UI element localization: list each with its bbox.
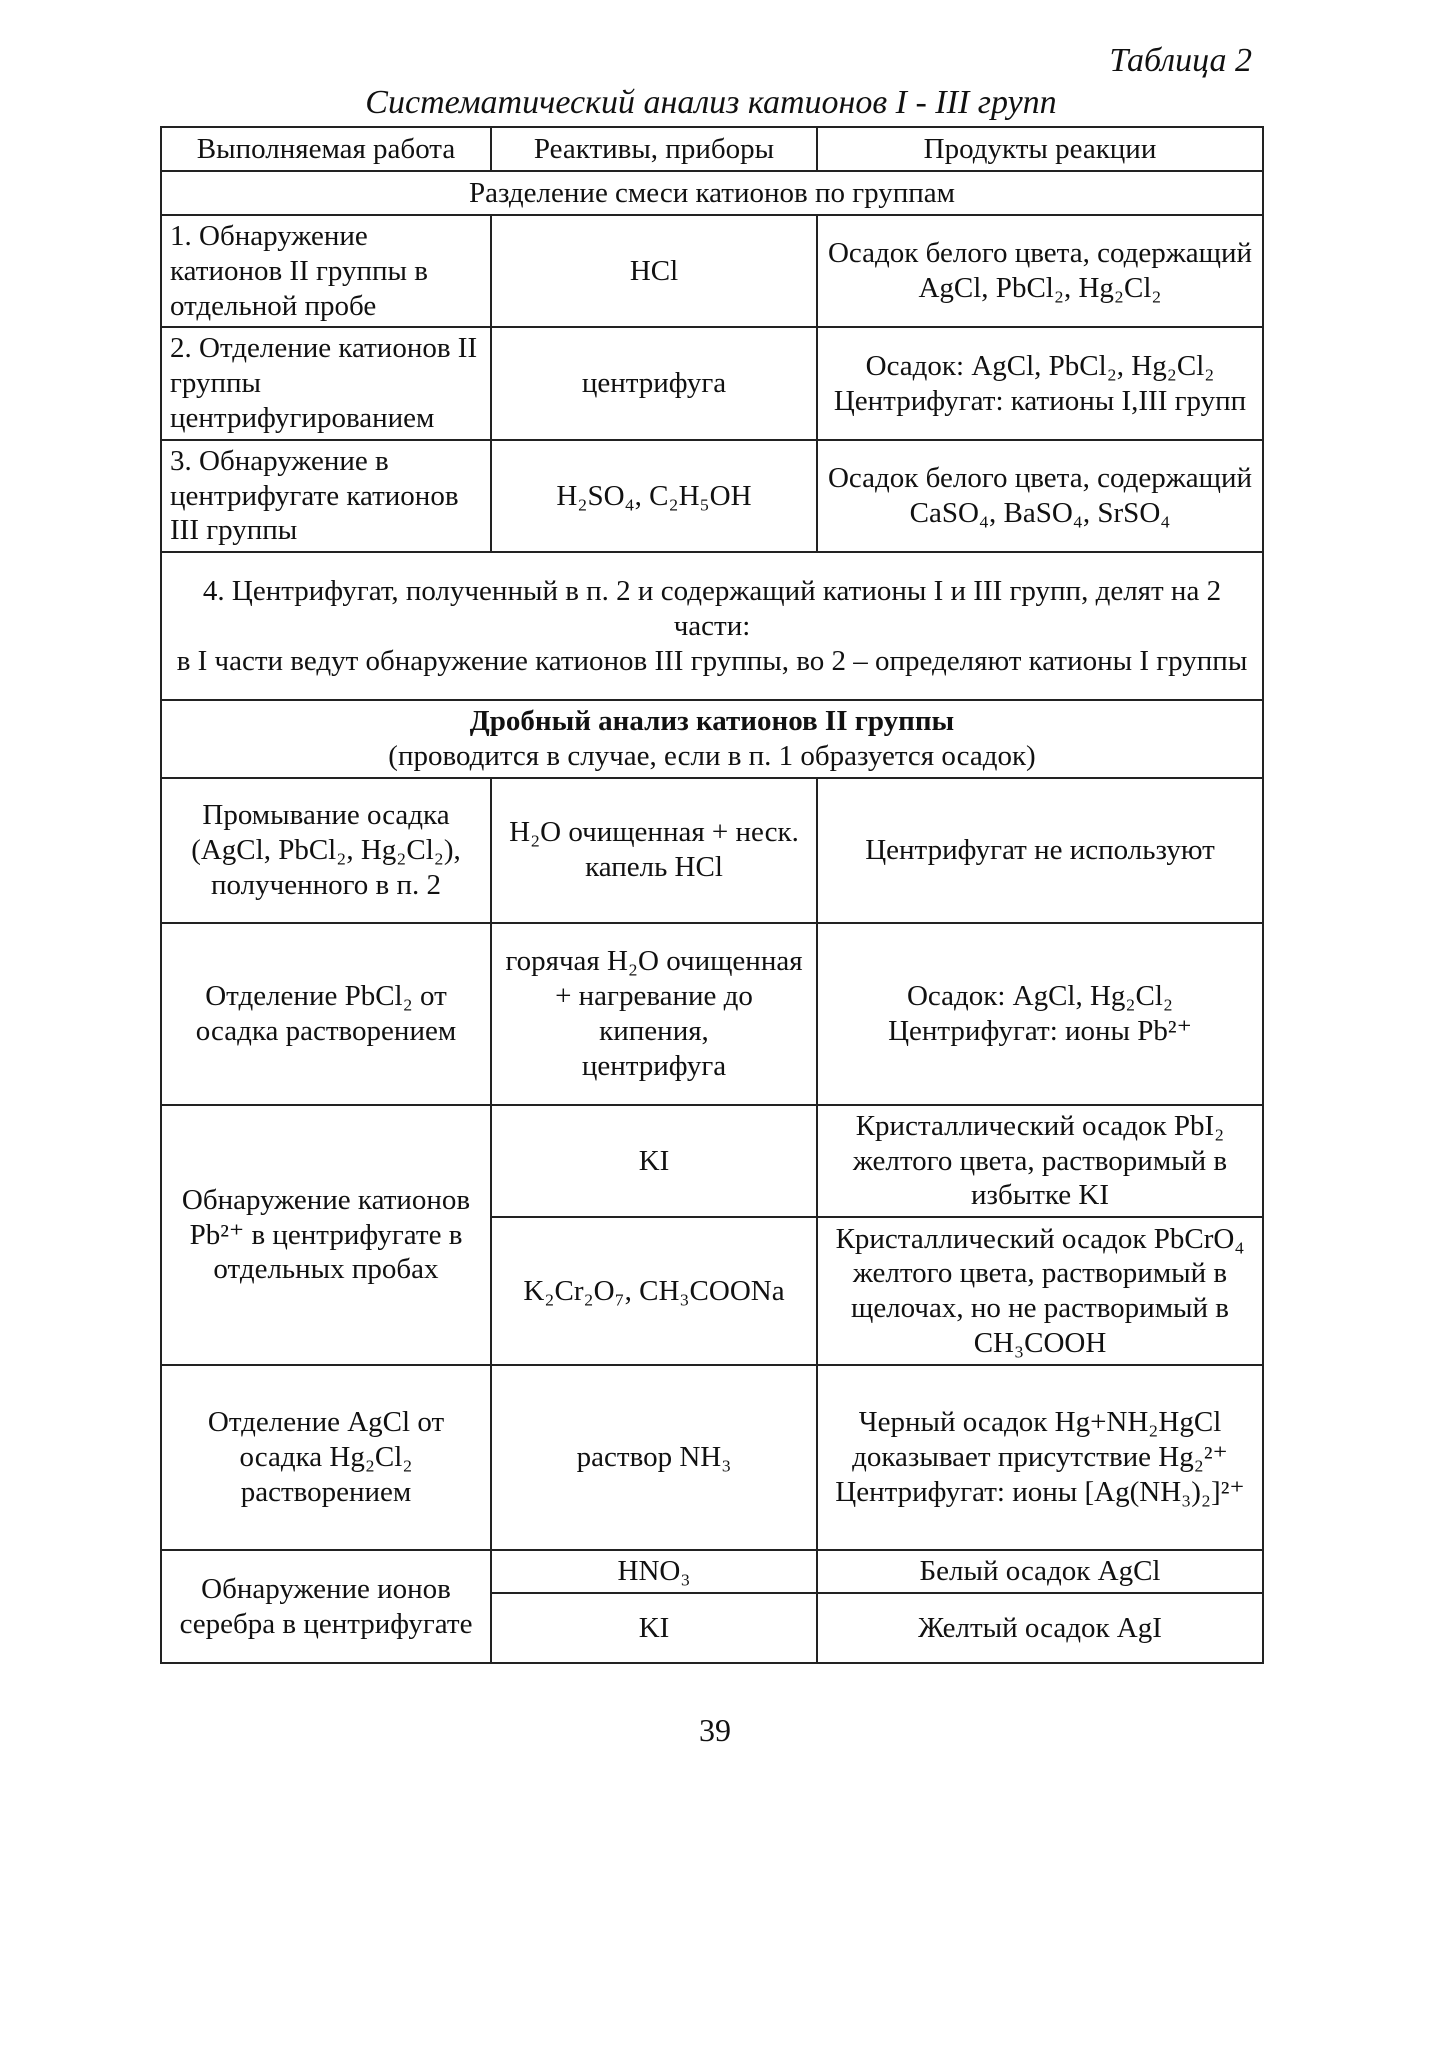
reagent-cell: KI [491,1105,817,1217]
section1-title: Разделение смеси катионов по группам [161,171,1263,215]
work-cell: 1. Обнаружение катионов II группы в отдельной пробе [161,215,491,327]
work-cell: Отделение PbCl₂ от осадка растворением [161,923,491,1105]
work-cell: Обнаружение катионов Pb²⁺ в центрифугате в отдельных пробах [161,1105,491,1365]
product-cell: Осадок белого цвета, содержащий CaSO₄, BaSO₄, SrSO₄ [817,440,1263,552]
table-header-row [161,127,1263,171]
section2-title: Дробный анализ катионов II группы [469,705,955,738]
work-cell: Обнаружение ионов серебра в центрифугате [161,1550,491,1663]
table-row [161,440,1263,552]
reagent-cell: горячая H₂O очищенная + нагревание до кипения, центрифуга [491,923,817,1105]
reagent-cell: H₂O очищенная + неск. капель HCl [491,778,817,923]
section2-heading [161,700,1263,778]
header-reagents: Реактивы, приборы [491,127,817,171]
table-title: Систематический анализ катионов I - III групп [365,84,1057,121]
work-cell: Промывание осадка (AgCl, PbCl₂, Hg₂Cl₂), полученного в п. 2 [161,778,491,923]
table-row [161,778,1263,923]
product-cell: Кристаллический осадок PbI₂ желтого цвета, растворимый в избытке KI [817,1105,1263,1217]
product-cell: Осадок белого цвета, содержащий AgCl, PbCl₂, Hg₂Cl₂ [817,215,1263,327]
section-heading-row [161,700,1263,778]
product-cell: Желтый осадок AgI [817,1593,1263,1663]
table-row [161,215,1263,327]
group-separation-note: 4. Центрифугат, полученный в п. 2 и содержащий катионы I и III групп, делят на 2 части: в I части ведут обнаружение катионов III группы, во 2 – определяют катионы I группы [161,552,1263,700]
table-label: Таблица 2 [1109,42,1252,79]
product-cell: Центрифугат не используют [817,778,1263,923]
table-row [161,327,1263,439]
reagent-cell: раствор NH₃ [491,1365,817,1550]
product-cell: Черный осадок Hg+NH₂HgCl доказывает присутствие Hg₂²⁺ Центрифугат: ионы [Ag(NH₃)₂]²⁺ [817,1365,1263,1550]
section-heading-row [161,171,1263,215]
header-work: Выполняемая работа [161,127,491,171]
reagent-cell: KI [491,1593,817,1663]
product-cell: Осадок: AgCl, Hg₂Cl₂ Центрифугат: ионы Pb²⁺ [817,923,1263,1105]
section2-subtitle: (проводится в случае, если в п. 1 образуется осадок) [388,739,1036,772]
product-cell: Белый осадок AgCl [817,1550,1263,1593]
reagent-cell: HCl [491,215,817,327]
table-row [161,1105,1263,1217]
work-cell: 2. Отделение катионов II группы центрифугированием [161,327,491,439]
product-cell: Кристаллический осадок PbCrO₄ желтого цвета, растворимый в щелочах, но не растворимый в CH₃COOH [817,1217,1263,1365]
reagent-cell: H₂SO₄, C₂H₅OH [491,440,817,552]
reagent-cell: K₂Cr₂O₇, CH₃COONa [491,1217,817,1365]
reagent-cell: HNO₃ [491,1550,817,1593]
table-row [161,1550,1263,1593]
work-cell: 3. Обнаружение в центрифугате катионов III группы [161,440,491,552]
header-products: Продукты реакции [817,127,1263,171]
product-cell: Осадок: AgCl, PbCl₂, Hg₂Cl₂ Центрифугат: катионы I,III групп [817,327,1263,439]
note-row [161,552,1263,700]
cation-analysis-table [160,126,1264,1664]
work-cell: Отделение AgCl от осадка Hg₂Cl₂ растворением [161,1365,491,1550]
reagent-cell: центрифуга [491,327,817,439]
table-row [161,1365,1263,1550]
table-row [161,923,1263,1105]
page-number: 39 [699,1712,731,1748]
